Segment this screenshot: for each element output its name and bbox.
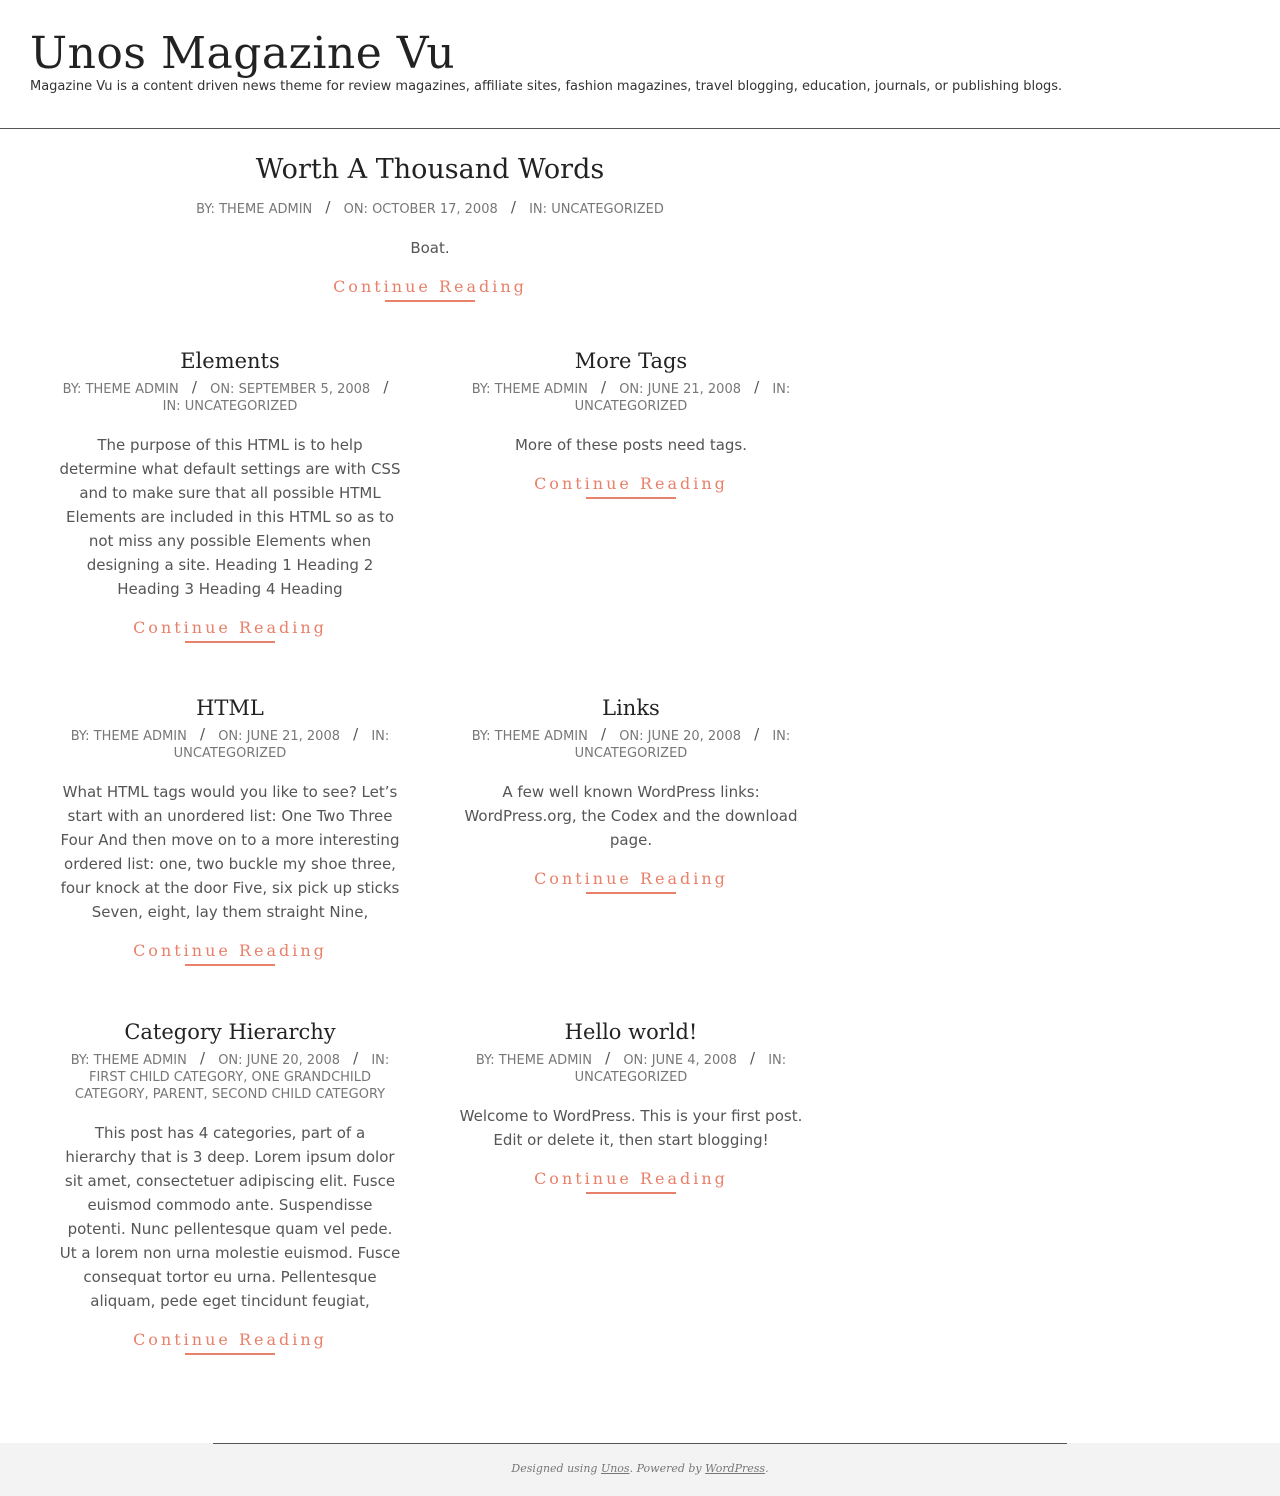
meta-in-label: IN: [768,1053,787,1068]
post-excerpt: The purpose of this HTML is to help determine what default settings are with CSS and to make sure that all possible HTML Elements are included in this HTML so as to not miss any possible Elements when designing a site. Heading 1 Heading 2 Heading 3 Heading 4 Heading [59,436,401,598]
meta-separator: / [325,198,331,216]
post-title[interactable]: HTML [196,696,264,720]
meta-on-label: ON: [619,729,644,744]
post-card [58,346,402,643]
meta-date[interactable]: JUNE 20, 2008 [647,729,741,744]
post-excerpt: This post has 4 categories, part of a hierarchy that is 3 deep. Lorem ipsum dolor sit amet, consectetuer adipiscing elit. Fusce euismod commodo ante. Suspendisse potenti. Nunc pellentesque quam vel pede. Ut a lorem non urna molestie euismod. Fusce consequat tortor eu urna. Pellentesque aliquam, pede eget tincidunt feugiat, [59,1124,401,1310]
meta-by-label: BY: [70,1053,90,1068]
meta-separator: / [600,378,607,396]
post-meta [58,1051,402,1103]
meta-category[interactable]: UNCATEGORIZED [574,1070,688,1085]
meta-author[interactable]: THEME ADMIN [93,1053,187,1068]
meta-category[interactable]: FIRST CHILD CATEGORY, ONE GRANDCHILD CATEGORY, PARENT, SECOND CHILD CATEGORY [74,1070,386,1102]
theme-link[interactable]: Unos [600,1462,630,1475]
meta-separator: / [353,725,359,743]
meta-category[interactable]: UNCATEGORIZED [574,746,688,761]
meta-author[interactable]: THEME ADMIN [219,202,313,217]
continue-reading-link[interactable]: Continue Reading [133,1330,327,1355]
post-title[interactable]: Category Hierarchy [124,1020,336,1044]
meta-in-label: IN: [772,382,791,397]
meta-separator: / [754,378,760,396]
footer-divider [213,1443,1067,1444]
post-card [459,693,803,894]
featured-post [130,152,730,302]
meta-on-label: ON: [210,382,235,397]
meta-separator: / [754,725,760,743]
credits-powered-text: . Powered by [629,1462,702,1475]
wordpress-link[interactable]: WordPress [705,1462,766,1475]
meta-separator: / [199,725,206,743]
meta-category[interactable]: UNCATEGORIZED [184,399,298,414]
meta-in-label: IN: [529,202,548,217]
post-meta [130,200,730,218]
meta-separator: / [600,725,607,743]
post-card [459,1017,803,1194]
post-excerpt: Boat. [410,239,450,257]
meta-separator: / [353,1049,359,1067]
post-card [459,346,803,499]
meta-in-label: IN: [371,729,390,744]
post-excerpt: A few well known WordPress links: WordPress.org, the Codex and the download page. [464,783,798,849]
meta-separator: / [383,378,389,396]
meta-by-label: BY: [62,382,82,397]
meta-by-label: BY: [70,729,90,744]
meta-author[interactable]: THEME ADMIN [498,1053,592,1068]
post-title[interactable]: Elements [180,349,280,373]
post-title[interactable]: More Tags [574,349,688,373]
footer-credits [0,1462,1280,1475]
continue-reading-link[interactable]: Continue Reading [534,1169,728,1194]
site-description: Magazine Vu is a content driven news theme for review magazines, affiliate sites, fashion magazines, travel blogging, education, journals, or publishing blogs. [30,79,1063,94]
post-card [58,1017,402,1355]
meta-author[interactable]: THEME ADMIN [85,382,179,397]
meta-author[interactable]: THEME ADMIN [93,729,187,744]
meta-date[interactable]: SEPTEMBER 5, 2008 [238,382,371,397]
meta-on-label: ON: [218,729,243,744]
meta-in-label: IN: [371,1053,390,1068]
post-title[interactable]: Hello world! [564,1020,698,1044]
meta-separator: / [199,1049,206,1067]
meta-by-label: BY: [471,729,491,744]
post-card [58,693,402,966]
meta-category[interactable]: UNCATEGORIZED [173,746,287,761]
credits-designed-text: Designed using [511,1462,598,1475]
site-footer [0,1443,1280,1496]
post-excerpt: What HTML tags would you like to see? Let’s start with an unordered list: One Two Three Four And then move on to a more interesting ordered list: one, two buckle my shoe three, four knock at the door Five, six pick up sticks Seven, eight, lay them straight Nine, [60,783,400,921]
meta-date[interactable]: JUNE 21, 2008 [647,382,741,397]
post-meta [459,1051,803,1086]
continue-reading-link[interactable]: Continue Reading [133,941,327,966]
meta-on-label: ON: [619,382,644,397]
continue-reading-link[interactable]: Continue Reading [534,869,728,894]
site-title[interactable]: Unos Magazine Vu [30,28,456,79]
meta-in-label: IN: [162,399,181,414]
post-excerpt: Welcome to WordPress. This is your first post. Edit or delete it, then start blogging! [459,1107,803,1149]
credits-end-text: . [765,1462,769,1475]
post-excerpt: More of these posts need tags. [514,436,748,454]
meta-date[interactable]: JUNE 4, 2008 [651,1053,737,1068]
meta-author[interactable]: THEME ADMIN [494,382,588,397]
meta-date[interactable]: OCTOBER 17, 2008 [372,202,498,217]
meta-separator: / [749,1049,756,1067]
meta-on-label: ON: [623,1053,648,1068]
continue-reading-link[interactable]: Continue Reading [333,277,527,302]
post-meta [459,727,803,762]
meta-by-label: BY: [471,382,491,397]
post-title[interactable]: Worth A Thousand Words [255,154,605,185]
post-title[interactable]: Links [602,696,660,720]
continue-reading-link[interactable]: Continue Reading [534,474,728,499]
meta-date[interactable]: JUNE 20, 2008 [246,1053,340,1068]
post-meta [58,727,402,762]
site-header [0,0,1280,129]
meta-in-label: IN: [772,729,791,744]
meta-separator: / [605,1049,611,1067]
meta-by-label: BY: [475,1053,495,1068]
meta-by-label: BY: [196,202,215,217]
meta-separator: / [510,198,516,216]
meta-on-label: ON: [218,1053,243,1068]
meta-category[interactable]: UNCATEGORIZED [574,399,688,414]
meta-on-label: ON: [343,202,368,217]
post-meta [58,380,402,415]
meta-separator: / [191,378,197,396]
meta-category[interactable]: UNCATEGORIZED [551,202,664,217]
meta-date[interactable]: JUNE 21, 2008 [246,729,340,744]
continue-reading-link[interactable]: Continue Reading [133,618,327,643]
post-meta [459,380,803,415]
meta-author[interactable]: THEME ADMIN [494,729,588,744]
